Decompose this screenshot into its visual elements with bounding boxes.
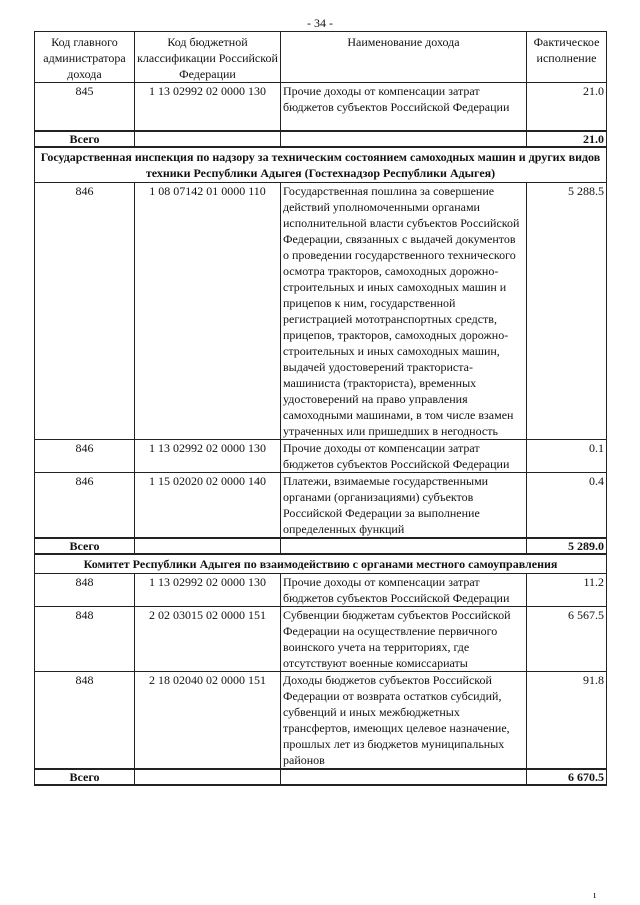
table-row — [35, 83, 607, 131]
section-header-row — [35, 147, 607, 183]
section-title: Государственная инспекция по надзору за техническим состоянием самоходных машин и других видов техники Республики Адыгея (Гостехнадзор Республики Адыгея) — [35, 147, 607, 183]
amount-cell: 0.1 — [527, 439, 607, 472]
admin-code-cell: 846 — [35, 472, 135, 538]
admin-code-cell: 846 — [35, 182, 135, 439]
footer-mark: ı — [593, 890, 596, 901]
budget-code-cell: 2 02 03015 02 0000 151 — [135, 606, 281, 671]
amount-cell: 0.4 — [527, 472, 607, 538]
admin-code-cell: 846 — [35, 439, 135, 472]
total-row — [35, 538, 607, 554]
total-amount: 6 670.5 — [527, 769, 607, 785]
income-name-cell: Прочие доходы от компенсации затрат бюджетов субъектов Российской Федерации — [281, 83, 527, 131]
total-label: Всего — [35, 769, 135, 785]
total-label: Всего — [35, 131, 135, 147]
total-label: Всего — [35, 538, 135, 554]
income-name-cell: Субвенции бюджетам субъектов Российской Федерации на осуществление первичного воинского учета на территориях, где отсутствуют военные комиссариаты — [281, 606, 527, 671]
income-name-cell: Доходы бюджетов субъектов Российской Федерации от возврата остатков субсидий, субвенций и иных межбюджетных трансфертов, имеющих целевое назначение, прошлых лет из бюджетов муниципальных районов — [281, 671, 527, 769]
amount-cell: 91.8 — [527, 671, 607, 769]
budget-code-cell: 1 15 02020 02 0000 140 — [135, 472, 281, 538]
revenue-table — [34, 31, 607, 786]
total-row — [35, 769, 607, 785]
table-row — [35, 671, 607, 769]
income-name-cell: Прочие доходы от компенсации затрат бюджетов субъектов Российской Федерации — [281, 439, 527, 472]
budget-code-cell: 2 18 02040 02 0000 151 — [135, 671, 281, 769]
header-income-name: Наименование дохода — [281, 32, 527, 83]
income-name-cell: Прочие доходы от компенсации затрат бюджетов субъектов Российской Федерации — [281, 573, 527, 606]
budget-code-cell: 1 13 02992 02 0000 130 — [135, 83, 281, 131]
admin-code-cell: 848 — [35, 671, 135, 769]
header-admin-code: Код главного администратора дохода — [35, 32, 135, 83]
total-amount: 5 289.0 — [527, 538, 607, 554]
budget-code-cell: 1 13 02992 02 0000 130 — [135, 439, 281, 472]
section-header-row — [35, 554, 607, 574]
amount-cell: 11.2 — [527, 573, 607, 606]
total-row — [35, 131, 607, 147]
income-name-cell: Государственная пошлина за совершение действий уполномоченными органами исполнительной власти субъектов Российской Федерации, связанных с выдачей документов о проведении государственного технического осмотра тракторов, самоходных дорожно-строительных и иных самоходных машин и прицепов к ним, государственной регистрацией мототранспортных средств, прицепов, тракторов, самоходных дорожно-строительных и иных самоходных машин, выдачей удостоверений тракториста-машиниста (тракториста), временных удостоверений на право управления самоходными машинами, в том числе взамен утраченных или пришедших в негодность — [281, 182, 527, 439]
table-header-row — [35, 32, 607, 83]
budget-code-cell: 1 08 07142 01 0000 110 — [135, 182, 281, 439]
header-actual-amount: Фактическое исполнение — [527, 32, 607, 83]
table-row — [35, 439, 607, 472]
admin-code-cell: 848 — [35, 606, 135, 671]
admin-code-cell: 848 — [35, 573, 135, 606]
amount-cell: 5 288.5 — [527, 182, 607, 439]
amount-cell: 6 567.5 — [527, 606, 607, 671]
table-row — [35, 472, 607, 538]
budget-code-cell: 1 13 02992 02 0000 130 — [135, 573, 281, 606]
table-row — [35, 573, 607, 606]
table-row — [35, 182, 607, 439]
amount-cell: 21.0 — [527, 83, 607, 131]
admin-code-cell: 845 — [35, 83, 135, 131]
page-number: - 34 - — [307, 16, 333, 30]
income-name-cell: Платежи, взимаемые государственными органами (организациями) субъектов Российской Федерации за выполнение определенных функций — [281, 472, 527, 538]
table-row — [35, 606, 607, 671]
header-budget-code: Код бюджетной классификации Российской Федерации — [135, 32, 281, 83]
total-amount: 21.0 — [527, 131, 607, 147]
section-title: Комитет Республики Адыгея по взаимодействию с органами местного самоуправления — [35, 554, 607, 574]
